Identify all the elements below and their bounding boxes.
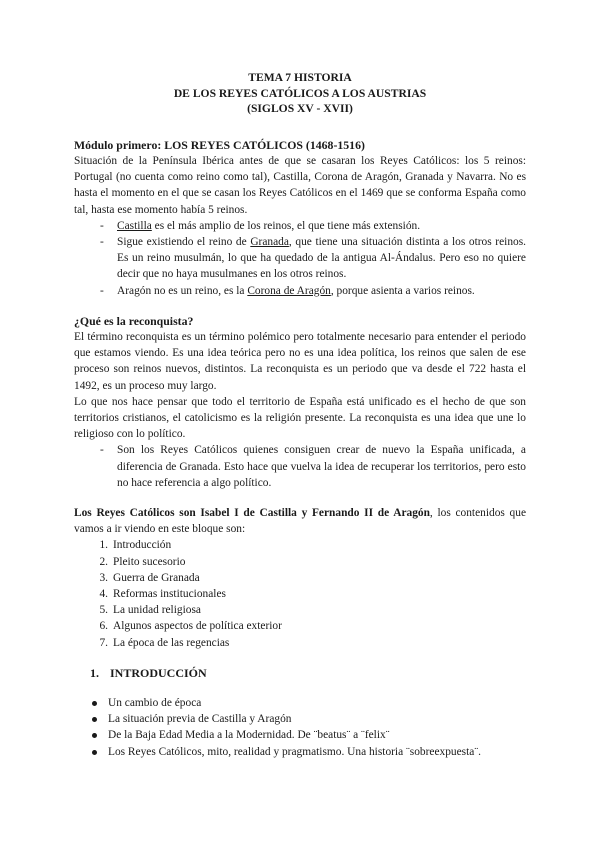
- list-number: 6.: [99, 620, 108, 633]
- list-item: [96, 635, 526, 651]
- title-line-1: TEMA 7 HISTORIA: [248, 71, 352, 84]
- title-line-3: (SIGLOS XV - XVII): [247, 102, 353, 116]
- section-heading: [74, 665, 526, 681]
- list-item-text: , que tiene una situación distinta a los otros reinos. Es un reino musulmán, lo que ha quedado de la antigua Al-Ándalus. Pero eso no quiere decir que no haya musulmanes en los otros reinos.: [117, 236, 526, 281]
- list-item: [100, 283, 526, 299]
- list-item: [96, 618, 526, 634]
- list-item-text: Algunos aspectos de política exterior: [113, 620, 282, 633]
- list-item-text: Introducción: [113, 539, 172, 552]
- list-item: [96, 537, 526, 553]
- list-item: [96, 570, 526, 586]
- list-item: Los Reyes Católicos, mito, realidad y pragmatismo. Una historia ¨sobreexpuesta¨.: [90, 744, 526, 760]
- document-title: [74, 70, 526, 117]
- underlined-term: Castilla: [117, 219, 152, 232]
- title-line-2: DE LOS REYES CATÓLICOS A LOS AUSTRIAS: [173, 86, 427, 100]
- list-item: De la Baja Edad Media a la Modernidad. De ¨beatus¨ a ¨felix¨: [90, 727, 526, 743]
- list-item-text: Guerra de Granada: [113, 571, 200, 584]
- underlined-term: Corona de Aragón: [247, 284, 331, 297]
- list-item: [100, 234, 526, 283]
- introduction-list: [74, 695, 526, 760]
- list-item: [96, 586, 526, 602]
- list-number: 3.: [99, 571, 108, 584]
- module-heading: Módulo primero: LOS REYES CATÓLICOS (1468-1516): [74, 137, 365, 152]
- list-item: [96, 602, 526, 618]
- list-item-text: Reformas institucionales: [113, 588, 226, 601]
- list-item-text: Aragón no es un reino, es la: [117, 284, 248, 297]
- reconquista-paragraph-1: El término reconquista es un término polémico pero totalmente necesario para entender el periodo que estamos viendo. Es una idea teórica pero no es una idea política, los reinos que salen de ese proceso son reinos nuevos, distintos. La reconquista es un periodo que va desde el 722 hasta el 1492, es un proceso muy largo.: [74, 331, 526, 392]
- list-item-text: Pleito sucesorio: [113, 555, 186, 568]
- list-item-text: La unidad religiosa: [113, 604, 201, 617]
- list-number: 1.: [99, 539, 108, 552]
- list-item-text: La época de las regencias: [113, 636, 230, 649]
- reconquista-paragraph-2: Lo que nos hace pensar que todo el territorio de España está unificado es el hecho de que son territorios cristianos, el catolicismo es la religión presente. La reconquista es una idea que une lo religioso con lo político.: [74, 395, 526, 441]
- list-item: La situación previa de Castilla y Aragón: [90, 711, 526, 727]
- section-number: 1.: [90, 665, 99, 680]
- list-item: [100, 218, 526, 234]
- list-item-text: Sigue existiendo el reino de: [117, 236, 251, 248]
- list-number: 5.: [99, 604, 108, 617]
- section-title: INTRODUCCIÓN: [110, 665, 207, 680]
- kings-names: Los Reyes Católicos son Isabel I de Castilla y Fernando II de Aragón: [74, 507, 430, 520]
- underlined-term: Granada: [250, 236, 289, 248]
- list-item-text: es el más amplio de los reinos, el que tiene más extensión.: [151, 219, 421, 232]
- list-number: 2.: [99, 555, 108, 568]
- list-number: 7.: [99, 636, 108, 649]
- reconquista-heading: ¿Qué es la reconquista?: [74, 313, 194, 328]
- kingdoms-list: [74, 218, 526, 299]
- list-item: [96, 554, 526, 570]
- list-item: - Son los Reyes Católicos quienes consiguen crear de nuevo la España unificada, a diferencia de Granada. Esto hace que vuelva la idea de recuperar los territorios, pero esto no hace referencia a algo político.: [100, 442, 526, 491]
- list-number: 4.: [99, 588, 108, 601]
- contents-intro-text: , los contenidos que vamos a ir viendo en este bloque son:: [74, 507, 527, 536]
- list-item-text: , porque asienta a varios reinos.: [330, 284, 475, 297]
- list-item: Un cambio de época: [90, 695, 526, 711]
- module-intro-paragraph: Situación de la Península Ibérica antes de que se casaran los Reyes Católicos: los 5 reinos: Portugal (no cuenta como reino como tal), Castilla, Corona de Aragón, Granada y Navarra. No es hasta el momento en el que se casan los Reyes Católicos en el 1469 que se conforma España como tal, hasta ese momento había 5 reinos.: [74, 154, 526, 216]
- contents-list: [74, 537, 526, 650]
- contents-intro: [74, 505, 526, 537]
- reconquista-list: [74, 442, 526, 491]
